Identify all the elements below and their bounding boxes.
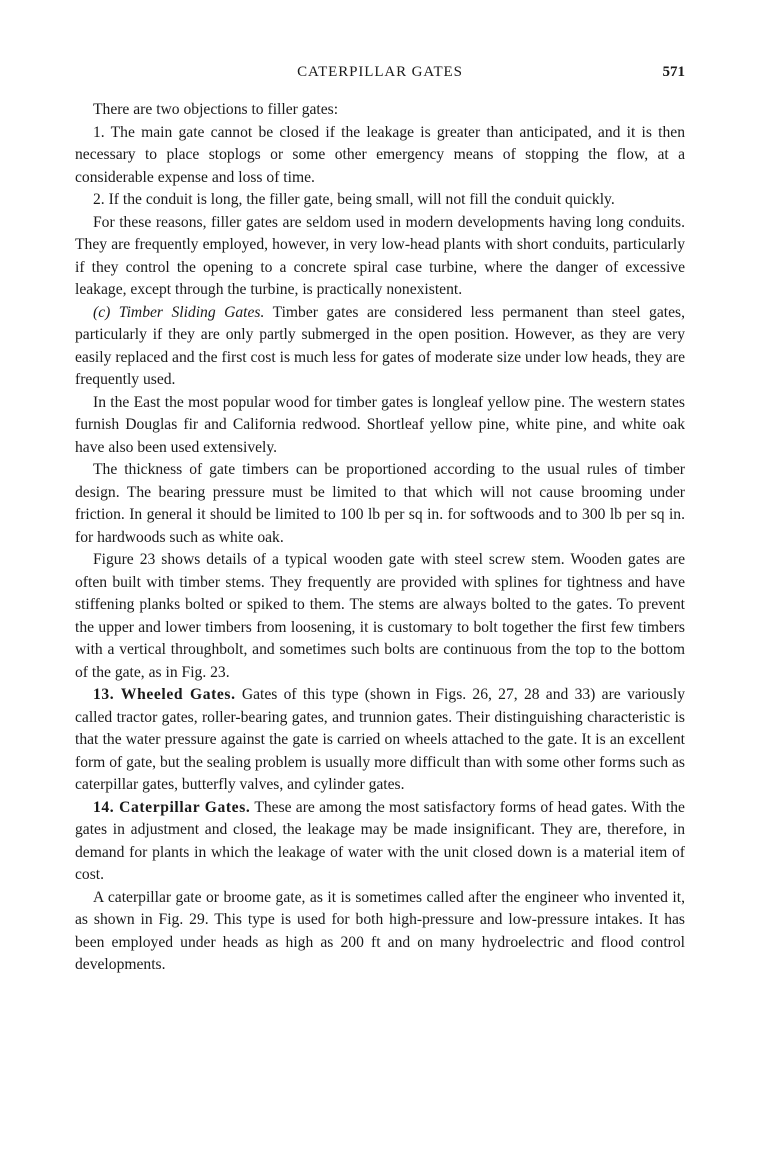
book-page bbox=[75, 64, 685, 977]
paragraph: 2. If the conduit is long, the filler gate, being small, will not fill the conduit quickly. bbox=[93, 191, 615, 208]
paragraph bbox=[75, 797, 685, 887]
paragraph: Figure 23 shows details of a typical wooden gate with steel screw stem. Wooden gates are often built with timber stems. They frequently are provided with splines for tightness and have stiffening planks bolted or spiked to them. The stems are always bolted to the gates. To prevent the upper and lower timbers from loosening, it is customary to bolt together the first few timbers with a vertical throughbolt, and sometimes such bolts are continuous from the top to the bottom of the gate, as in Fig. 23. bbox=[75, 551, 685, 681]
section-heading: 13. Wheeled Gates. bbox=[93, 686, 236, 703]
subsection-label: (c) Timber Sliding Gates. bbox=[93, 303, 265, 321]
body-text bbox=[75, 99, 685, 977]
page-number: 571 bbox=[662, 64, 685, 80]
running-title: CATERPILLAR GATES bbox=[297, 64, 463, 80]
paragraph-text: Gates of this type (shown in Figs. 26, 27, 28 and 33) are variously called tractor gates, roller-bearing gates, and trunnion gates. Their distinguishing characteristic is that the water pressure against the gate is carried on wheels attached to the gate. It is an excellent form of gate, but the sealing problem is usually more difficult than with some other forms such as caterpillar gates, butterfly valves, and cylinder gates. bbox=[75, 686, 685, 793]
paragraph-text: These are among the most satisfactory forms of head gates. With the gates in adjustment and closed, the leakage may be made insignificant. They are, therefore, in demand for plants in which the leakage of water with the unit closed down is a material item of cost. bbox=[75, 798, 685, 883]
paragraph: A caterpillar gate or broome gate, as it is sometimes called after the engineer who invented it, as shown in Fig. 29. This type is used for both high-pressure and low-pressure intakes. It has been employed under heads as high as 200 ft and on many hydroelectric and flood control developments. bbox=[75, 888, 685, 973]
paragraph: In the East the most popular wood for timber gates is longleaf yellow pine. The western states furnish Douglas fir and California redwood. Shortleaf yellow pine, white pine, and white oak have also been used extensively. bbox=[75, 393, 685, 456]
paragraph bbox=[75, 302, 685, 392]
paragraph: For these reasons, filler gates are seldom used in modern developments having long conduits. They are frequently employed, however, in very low-head plants with short conduits, particularly if they control the opening to a concrete spiral case turbine, where the danger of excessive leakage, except through the turbine, is practically nonexistent. bbox=[75, 213, 685, 298]
paragraph: The thickness of gate timbers can be proportioned according to the usual rules of timber design. The bearing pressure must be limited to that which will not cause brooming under friction. In general it should be limited to 100 lb per sq in. for softwoods and to 300 lb per sq in. for hardwoods such as white oak. bbox=[75, 461, 685, 546]
paragraph: 1. The main gate cannot be closed if the leakage is greater than anticipated, and it is then necessary to place stoplogs or some other emergency means of stopping the flow, at a considerable expense and loss of time. bbox=[75, 123, 685, 186]
running-header bbox=[75, 64, 685, 90]
paragraph-text: Timber gates are considered less permanent than steel gates, particularly if they are only partly submerged in the open position. However, as they are very easily replaced and the first cost is much less for gates of moderate size under low heads, they are frequently used. bbox=[75, 303, 685, 388]
paragraph bbox=[75, 684, 685, 797]
section-heading: 14. Caterpillar Gates. bbox=[93, 798, 251, 816]
paragraph: There are two objections to filler gates: bbox=[93, 101, 339, 118]
